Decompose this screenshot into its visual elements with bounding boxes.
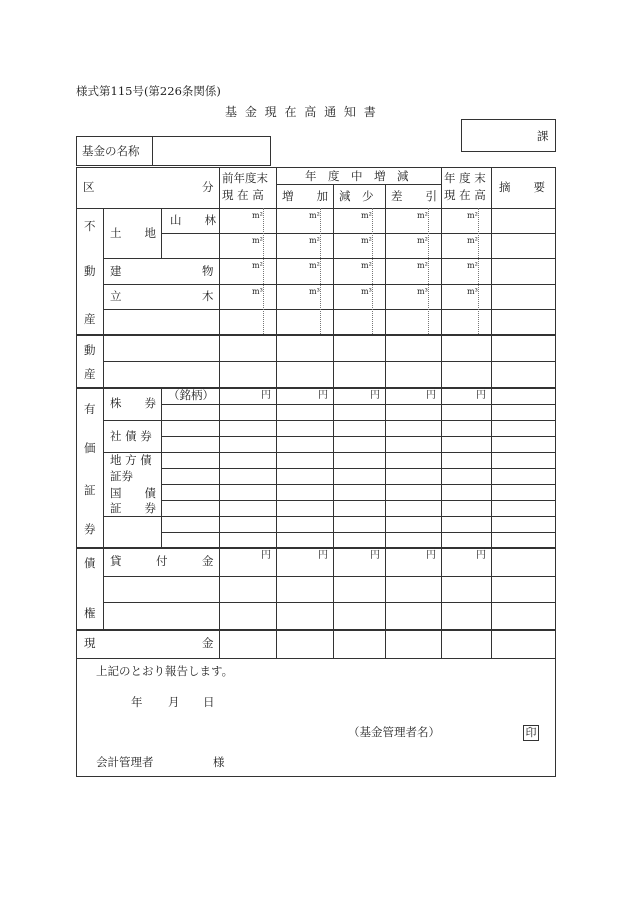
- real-estate-char-3: 産: [84, 312, 96, 326]
- unit-yen: 円: [426, 550, 436, 561]
- unit-sqm: m²: [252, 236, 263, 245]
- header-end-year-1: 年 度 末: [444, 171, 486, 185]
- local-bonds-label-1: 地 方 債: [110, 453, 152, 467]
- unit-yen: 円: [476, 550, 486, 561]
- unit-sqm: m²: [467, 236, 478, 245]
- unit-yen: 円: [318, 390, 328, 401]
- unit-sqm: m²: [309, 211, 320, 220]
- date-day: 日: [203, 695, 215, 709]
- unit-sqm: m²: [309, 261, 320, 270]
- gov-bonds-label-1: 国 債: [110, 486, 156, 500]
- building-label-1: 建: [110, 264, 122, 278]
- accountant-label: 会計管理者: [96, 755, 154, 769]
- header-prev-year-1: 前年度末: [222, 171, 268, 185]
- date-year: 年: [131, 695, 143, 709]
- real-estate-char-1: 不: [84, 219, 96, 233]
- loans-label-1: 貸: [110, 554, 122, 568]
- header-change-title: 年 度 中 増 減: [305, 169, 409, 183]
- honorific: 様: [213, 755, 225, 769]
- claims-char-1: 債: [84, 556, 96, 570]
- seal-icon: 印: [523, 725, 539, 741]
- cash-label-1: 現: [84, 636, 96, 650]
- date-month: 月: [168, 695, 180, 709]
- real-estate-char-2: 動: [84, 264, 96, 278]
- timber-label-1: 立: [110, 289, 122, 303]
- header-increase: 増 加: [282, 189, 328, 203]
- form-title: 基 金 現 在 高 通 知 書: [225, 105, 378, 119]
- unit-sqm: m²: [252, 261, 263, 270]
- claims-char-2: 権: [84, 606, 96, 620]
- loans-label-2: 付: [156, 554, 168, 568]
- header-diff: 差 引: [391, 189, 437, 203]
- unit-yen: 円: [426, 390, 436, 401]
- forest-label: 山 林: [170, 213, 216, 227]
- cash-label-2: 金: [202, 636, 214, 650]
- brand-label: （銘柄）: [168, 388, 214, 402]
- section-label: 課: [537, 129, 549, 143]
- unit-yen: 円: [318, 550, 328, 561]
- land-label: 土 地: [110, 226, 156, 240]
- securities-char-4: 券: [84, 522, 96, 536]
- unit-sqm: m²: [361, 261, 372, 270]
- unit-yen: 円: [370, 390, 380, 401]
- unit-cbm: m³: [361, 287, 372, 296]
- header-category-end: 分: [202, 180, 214, 194]
- unit-yen: 円: [476, 390, 486, 401]
- unit-sqm: m²: [361, 211, 372, 220]
- timber-label-2: 木: [202, 289, 214, 303]
- unit-sqm: m²: [309, 236, 320, 245]
- header-remarks: 摘 要: [499, 180, 545, 194]
- loans-label-3: 金: [202, 554, 214, 568]
- unit-sqm: m²: [417, 261, 428, 270]
- unit-yen: 円: [370, 550, 380, 561]
- unit-cbm: m³: [417, 287, 428, 296]
- movables-char-2: 産: [84, 367, 96, 381]
- header-decrease: 減 少: [339, 189, 374, 203]
- report-text: 上記のとおり報告します。: [96, 664, 234, 678]
- unit-yen: 円: [261, 390, 271, 401]
- building-label-2: 物: [202, 264, 214, 278]
- unit-sqm: m²: [417, 236, 428, 245]
- manager-name-label: （基金管理者名）: [348, 725, 440, 739]
- unit-cbm: m³: [467, 287, 478, 296]
- unit-sqm: m²: [467, 261, 478, 270]
- securities-char-2: 価: [84, 441, 96, 455]
- fund-name-label: 基金の名称: [82, 144, 140, 158]
- local-bonds-label-2: 証券: [110, 469, 133, 483]
- header-prev-year-2: 現 在 高: [222, 188, 264, 202]
- gov-bonds-label-2: 証 券: [110, 501, 156, 515]
- unit-sqm: m²: [361, 236, 372, 245]
- header-category: 区: [83, 180, 95, 194]
- unit-sqm: m²: [252, 211, 263, 220]
- securities-char-3: 証: [84, 483, 96, 497]
- stocks-label: 株 券: [110, 396, 156, 410]
- header-end-year-2: 現 在 高: [444, 188, 486, 202]
- form-number: 様式第115号(第226条関係): [76, 84, 221, 98]
- unit-cbm: m³: [252, 287, 263, 296]
- unit-cbm: m³: [309, 287, 320, 296]
- unit-sqm: m²: [467, 211, 478, 220]
- corporate-bonds-label: 社 債 券: [110, 429, 152, 443]
- securities-char-1: 有: [84, 402, 96, 416]
- unit-yen: 円: [261, 550, 271, 561]
- movables-char-1: 動: [84, 343, 96, 357]
- unit-sqm: m²: [417, 211, 428, 220]
